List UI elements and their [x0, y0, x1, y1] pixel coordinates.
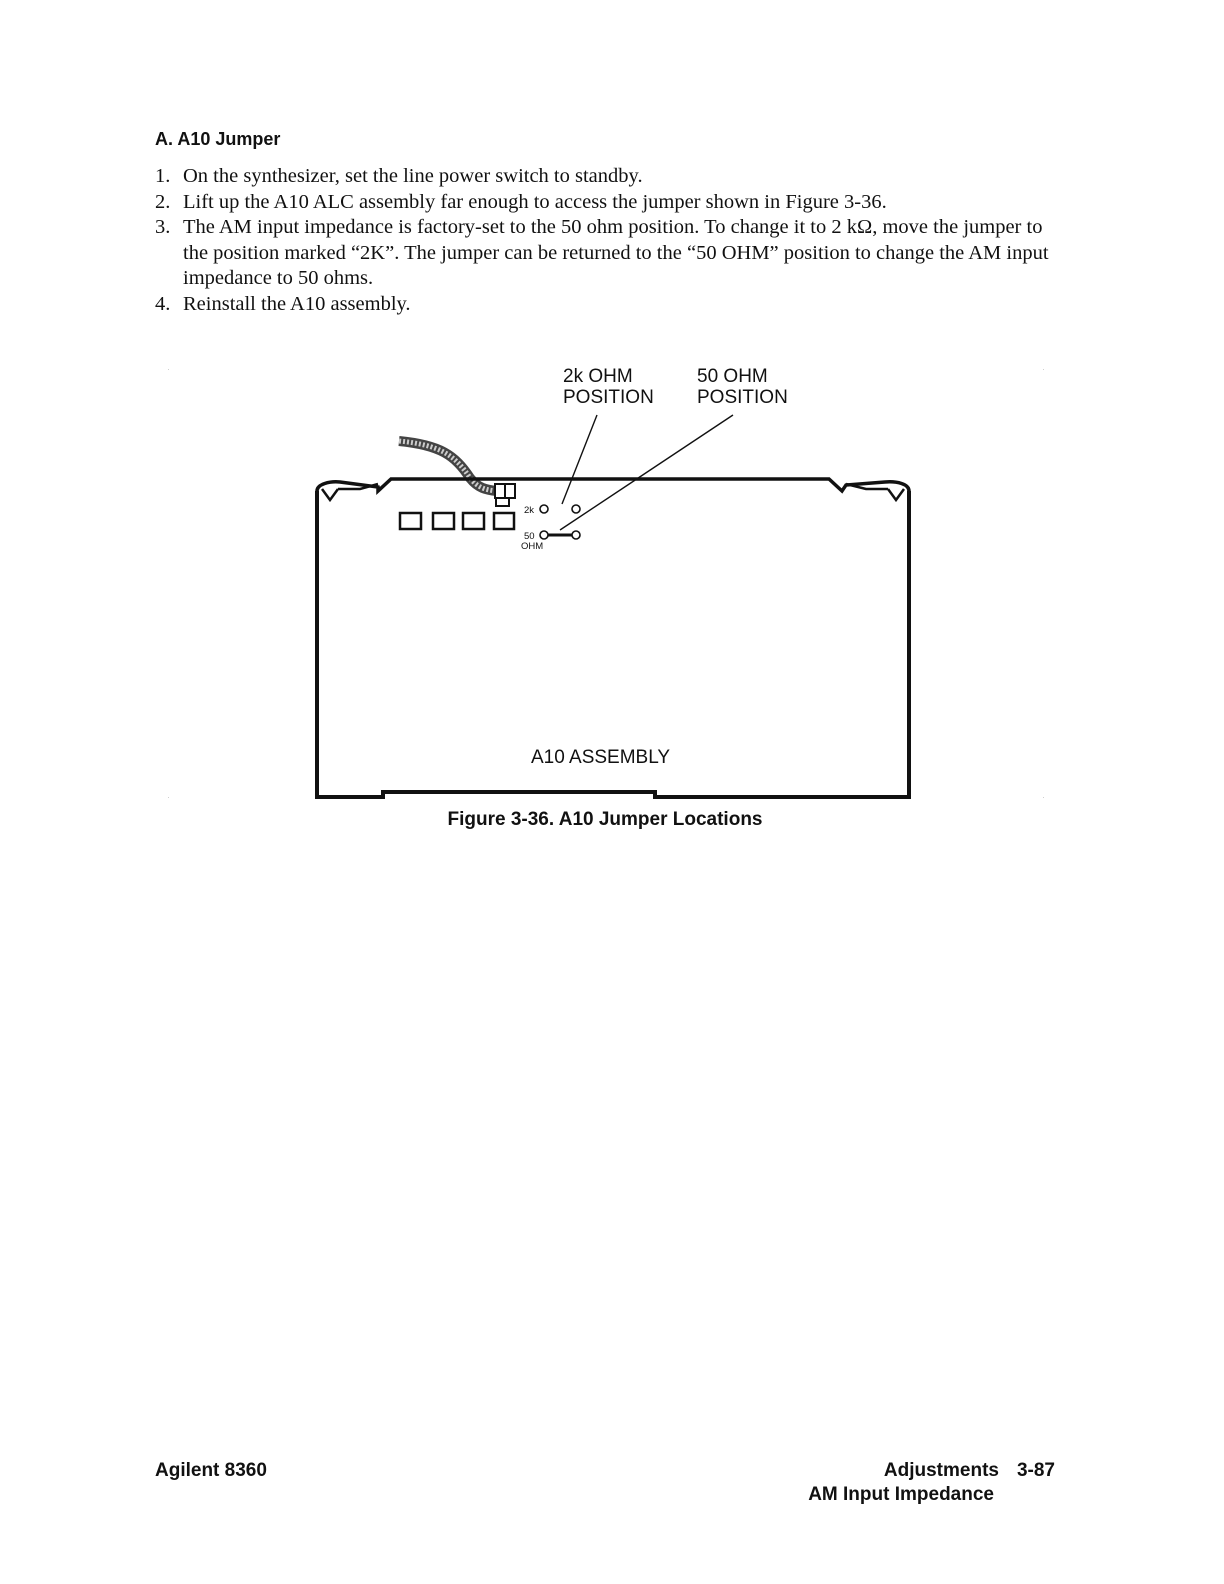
footer-chapter: Adjustments: [883, 1460, 999, 1481]
step-text: On the synthesizer, set the line power switch to standby.: [183, 165, 643, 187]
component-square: [463, 513, 484, 529]
pin-2k-right: [572, 505, 580, 513]
figure-caption: Figure 3-36. A10 Jumper Locations: [447, 809, 763, 830]
component-square: [433, 513, 454, 529]
pin-50-right: [572, 531, 580, 539]
assembly-label: A10 ASSEMBLY: [531, 747, 671, 768]
callout-50-position: POSITION: [697, 387, 788, 408]
callout-2k-position: POSITION: [563, 387, 654, 408]
cable-connector: [495, 484, 515, 506]
step-number: 3.: [155, 216, 171, 238]
step-text: The AM input impedance is factory-set to the 50 ohm position. To change it to 2 kΩ, move the jumper to the position marked “2K”. The jumper can be returned to the “50 OHM” position to change the AM input impedance to 50 ohms.: [183, 216, 1049, 289]
step-text: Reinstall the A10 assembly.: [183, 292, 411, 315]
ribbon-cable: [399, 441, 497, 491]
footer-section-title: AM Input Impedance: [808, 1484, 994, 1505]
footer-right-block: [808, 1459, 1055, 1507]
section-heading: A. A10 Jumper: [155, 129, 281, 149]
pin-label-50: 50: [524, 531, 535, 542]
pin-label-2k: 2k: [524, 505, 535, 516]
step-text: Lift up the A10 ALC assembly far enough to access the jumper shown in Figure 3-36.: [183, 190, 887, 213]
step-number: 4.: [155, 292, 171, 315]
pin-50-left: [540, 531, 548, 539]
footer-chapter-row: [808, 1459, 1055, 1483]
right-guide-hook: [846, 484, 904, 500]
scan-corner-marks: [168, 369, 1044, 798]
board-components: [400, 513, 514, 529]
step-number: 1.: [155, 165, 171, 187]
step-number: 2.: [155, 190, 171, 213]
leader-line-50: [560, 415, 733, 530]
footer-page-number: 3-87: [1016, 1460, 1055, 1481]
pin-label-ohm: OHM: [521, 541, 544, 552]
component-square: [494, 513, 514, 529]
a10-board-top-edge: [317, 479, 909, 491]
callout-50-ohm: 50 OHM: [697, 366, 768, 387]
callout-2k-ohm: 2k OHM: [563, 366, 633, 387]
component-square: [400, 513, 421, 529]
left-guide-hook: [322, 484, 378, 500]
footer-product: Agilent 8360: [155, 1460, 267, 1481]
leader-line-2k: [562, 415, 597, 504]
pin-2k-left: [540, 505, 548, 513]
